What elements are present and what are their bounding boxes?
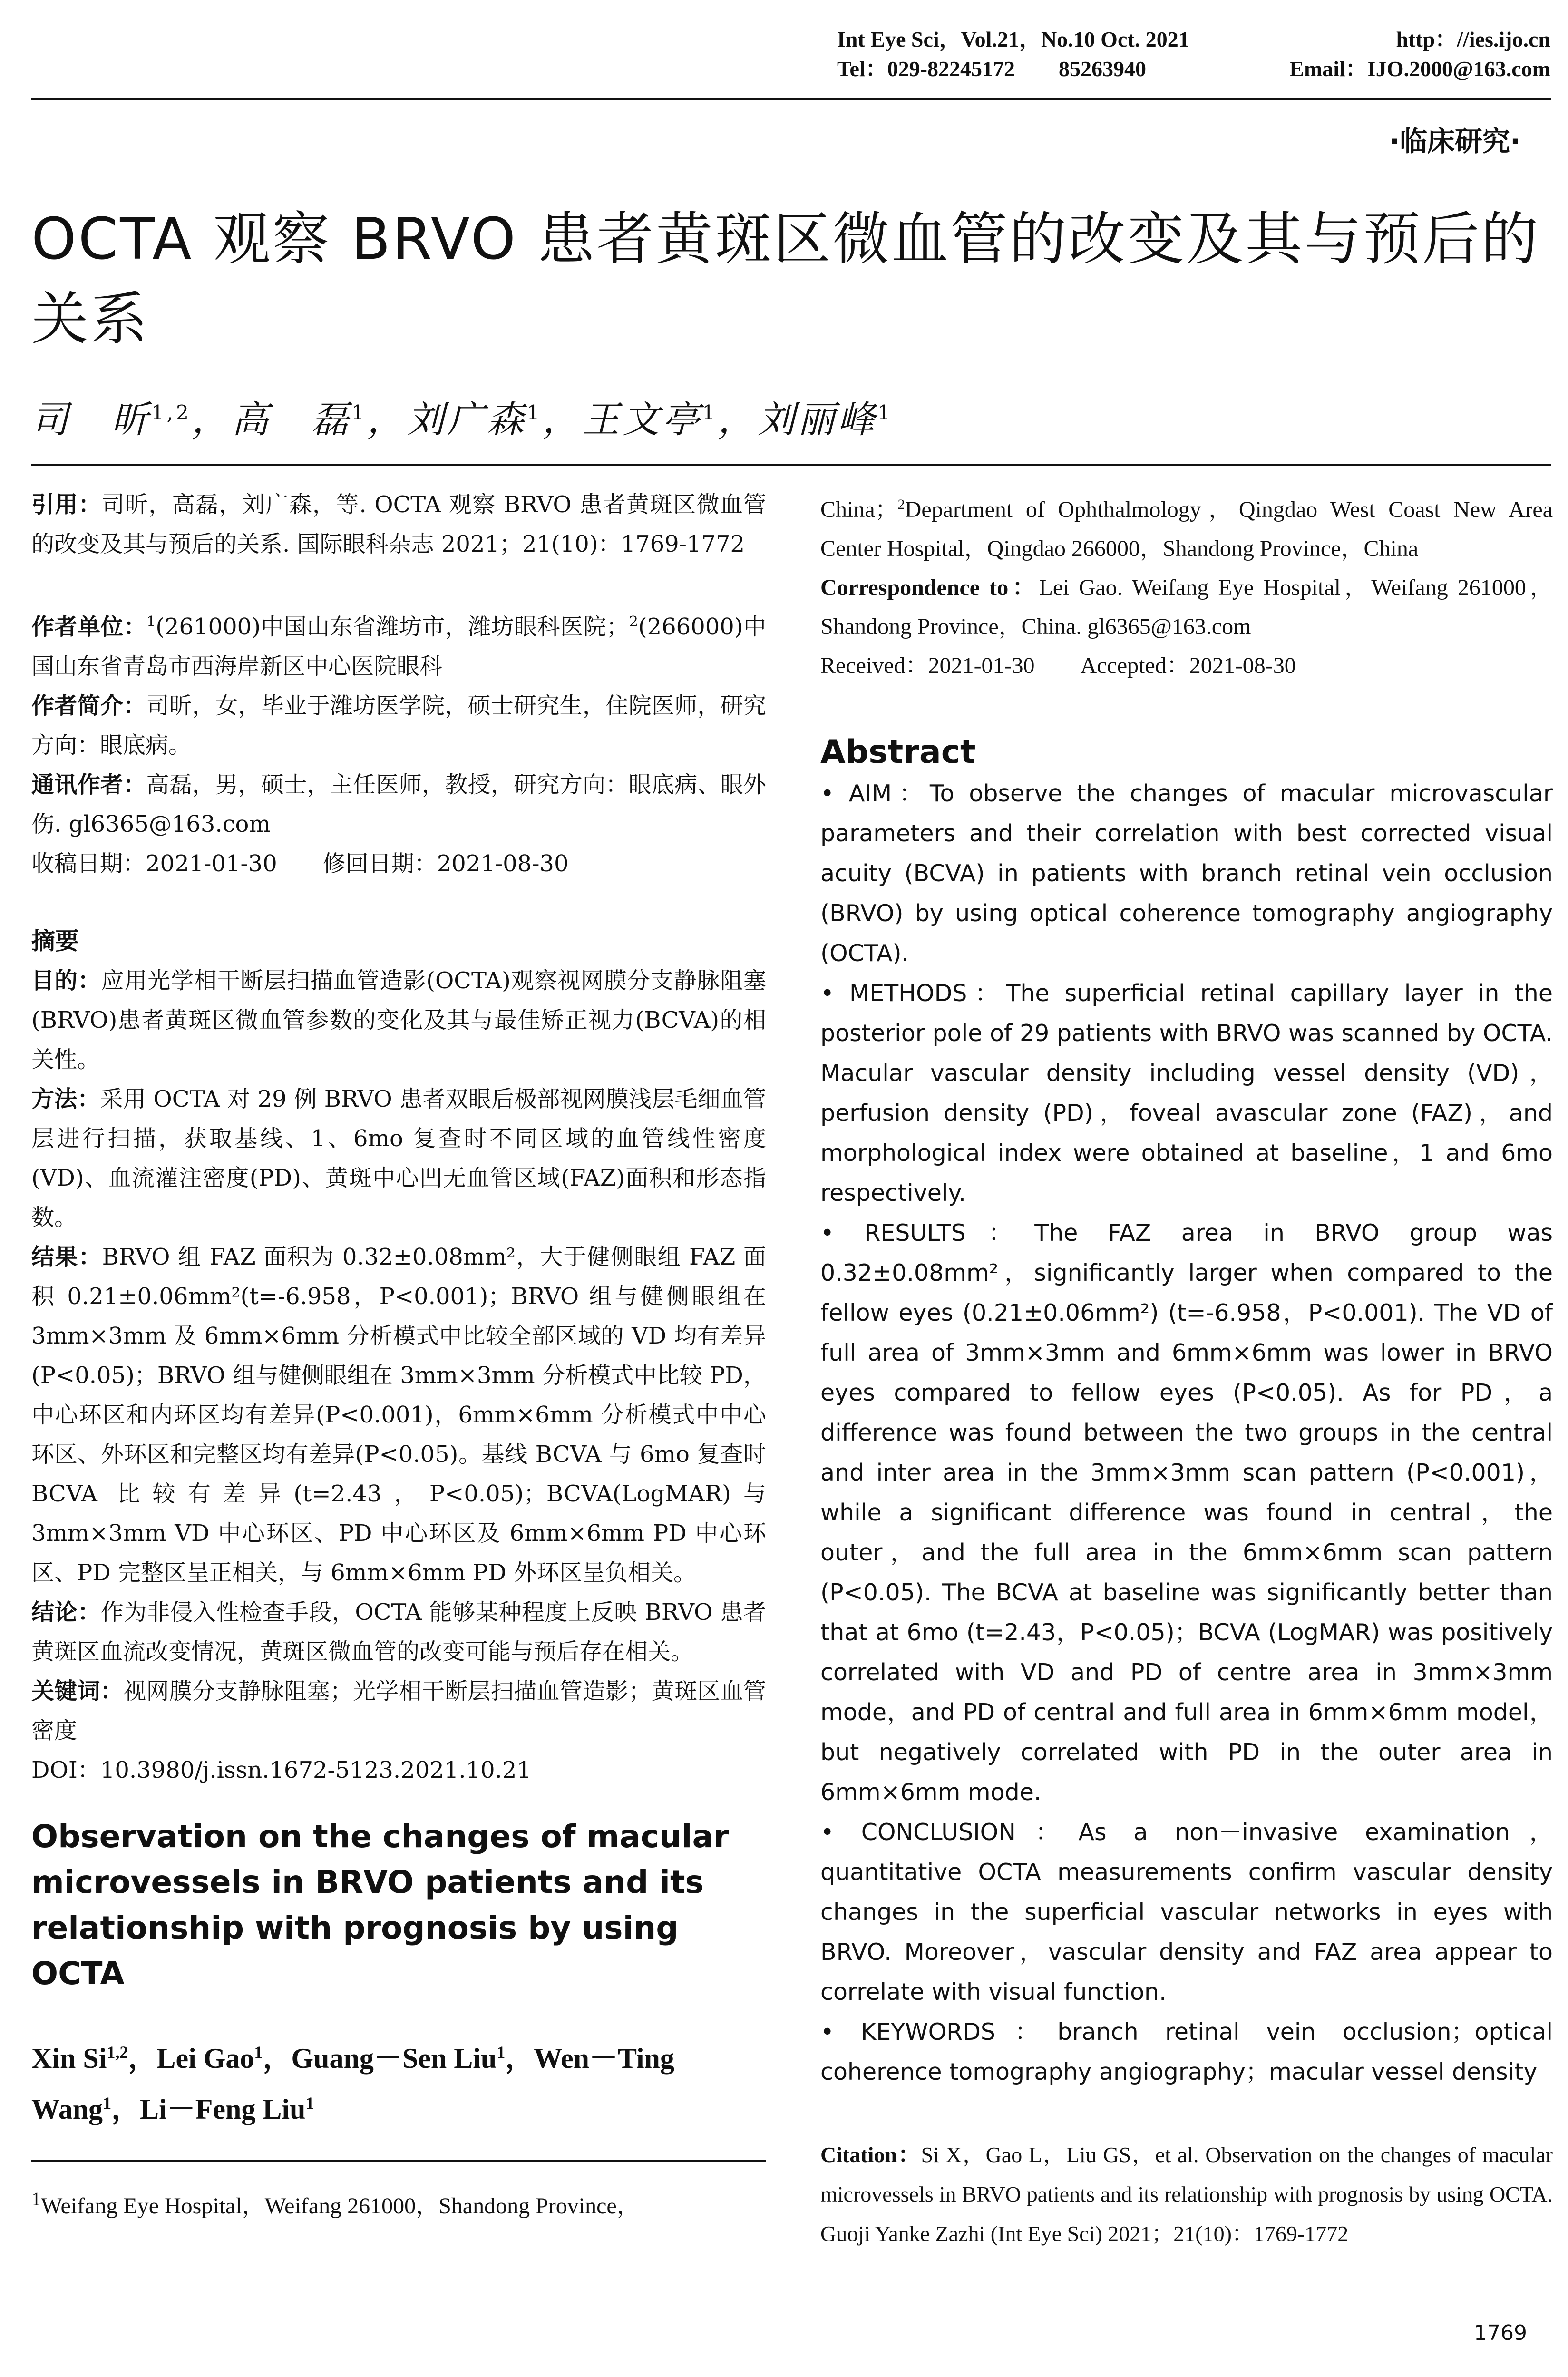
text: Si X，Gao L，Liu GS，et al. Observation on the changes of macular microvessels in BRVO patients and its relationship with prognosis by using OCTA. Guoji Yanke Zazhi (Int Eye Sci) 2021；21(10)：1769-1772 (820, 2143, 1553, 2246)
author-name: ，Li－Feng Liu (111, 2094, 306, 2125)
author-name: ，Guang－Sen Liu (263, 2043, 497, 2074)
methods-cn (31, 1080, 766, 1237)
label: 目的： (31, 967, 101, 994)
journal-url[interactable]: http：//ies.ijo.cn (1396, 27, 1550, 51)
text: 作为非侵入性检查手段，OCTA 能够某种程度上反映 BRVO 患者黄斑区血流改变情况，黄斑区微血管的改变可能与预后存在相关。 (31, 1599, 766, 1665)
author-name: ，高 磊 (191, 399, 351, 441)
text: 司昕，高磊，刘广森，等. OCTA 观察 BRVO 患者黄斑区微血管的改变及其与预后的关系. 国际眼科杂志 2021；21(10)：1769-1772 (31, 491, 766, 557)
conclusion-cn (31, 1593, 766, 1672)
author-affil: 1 (877, 401, 893, 424)
affil-mark: 2 (629, 614, 638, 630)
abstract-en (820, 774, 1553, 2092)
conclusion-en: • CONCLUSION：As a non－invasive examination，quantitative OCTA measurements confirm vascular density changes in the superficial vascular networks in eyes with BRVO. Moreover，vascular density and FAZ area appear to correlate with visual function. (820, 1819, 1553, 2006)
footnote-affiliation (31, 2181, 766, 2225)
text: China； (820, 497, 898, 522)
cn-metadata (31, 485, 766, 1790)
left-column (31, 485, 766, 2225)
author-name: ，刘丽峰 (718, 399, 878, 441)
label: 结论： (31, 1599, 101, 1626)
page-number: 1769 (1474, 2321, 1527, 2345)
label: 关键词： (31, 1678, 124, 1705)
affil-mark: 1 (146, 614, 156, 630)
correspondence-en (820, 568, 1553, 646)
spacer (31, 884, 766, 922)
author-affil: 1,2 (107, 2043, 128, 2062)
spacer (31, 564, 766, 602)
authors-en (31, 2030, 766, 2132)
author-name: 司 昕 (31, 399, 152, 441)
article-title: OCTA 观察 BRVO 患者黄斑区微血管的改变及其与预后的关系 (31, 206, 1540, 352)
abstract-heading-cn: 摘要 (31, 927, 79, 955)
results-cn (31, 1237, 766, 1593)
en-metadata (820, 485, 1553, 685)
author-name: ，Wen－Ting Wang (31, 2043, 674, 2125)
right-column (820, 485, 1553, 2253)
label: 作者单位： (31, 614, 147, 640)
author-affil: 1 (103, 2094, 112, 2113)
author-name: ，刘广森 (367, 399, 527, 441)
author-affil: 1 (497, 2043, 506, 2062)
label: 通讯作者： (31, 771, 146, 798)
text: 司昕，女，毕业于潍坊医学院，硕士研究生，住院医师，研究方向：眼底病。 (31, 692, 766, 759)
text: 采用 OCTA 对 29 例 BRVO 患者双眼后极部视网膜浅层毛细血管层进行扫描，获取基线、1、6mo 复查时不同区域的血管线性密度(VD)、血流灌注密度(PD)、黄斑中心凹无血管区域(FAZ)面积和形态指数。 (31, 1086, 766, 1231)
affil-mark: 2 (897, 497, 905, 512)
text: 高磊，男，硕士，主任医师，教授，研究方向：眼底病、眼外伤. gl6365@163.com (31, 771, 766, 838)
dates-cn: 收稿日期：2021-01-30 修回日期：2021-08-30 (31, 850, 569, 877)
label: 结果： (31, 1244, 102, 1270)
abstract-heading-en: Abstract (820, 733, 976, 771)
text: Lei Gao. Weifang Eye Hospital，Weifang 261000，Shandong Province，China. gl6365@163.com (820, 575, 1553, 639)
footnote-rule (31, 2160, 766, 2162)
author-name: Xin Si (31, 2043, 107, 2074)
content-rule (31, 464, 1551, 466)
text: 视网膜分支静脉阻塞；光学相干断层扫描血管造影；黄斑区血管密度 (31, 1678, 766, 1744)
header-rule (31, 98, 1551, 100)
results-en: • RESULTS：The FAZ area in BRVO group was 0.32±0.08mm²，significantly larger when compared to the fellow eyes (0.21±0.06mm²) (t=-6.958，P<0.001). The VD of full area of 3mm×3mm and 6mm×6mm was lower in BRVO eyes compared to fellow eyes (P<0.05). As for PD，a difference was found between the two groups in the central and inter area in the 3mm×3mm scan pattern (P<0.001)，while a significant difference was found in central，the outer，and the full area in the 6mm×6mm scan pattern (P<0.05). The BCVA at baseline was significantly better than that at 6mo (t=2.43，P<0.05)；BCVA (LogMAR) was positively correlated with VD and PD of centre area in 3mm×3mm mode，and PD of central and full area in 6mm×6mm model，but negatively correlated with PD in the outer area in 6mm×6mm mode. (820, 1219, 1553, 1806)
dates-en: Received：2021-01-30 Accepted：2021-08-30 (820, 653, 1296, 678)
citation-en (820, 2135, 1553, 2253)
affil-mark: 1 (31, 2188, 41, 2210)
journal-header (837, 25, 1550, 84)
journal-info: Int Eye Sci，Vol.21，No.10 Oct. 2021 (837, 27, 1189, 51)
label: Correspondence to： (820, 575, 1039, 600)
keywords-en: • KEYWORDS：branch retinal vein occlusion；optical coherence tomography angiography；macular vessel density (820, 2018, 1553, 2085)
label: 作者简介： (31, 692, 146, 719)
text: Department of Ophthalmology，Qingdao West Coast New Area Center Hospital，Qingdao 266000，Shandong Province，China (820, 497, 1553, 561)
text: BRVO 组 FAZ 面积为 0.32±0.08mm²，大于健侧眼组 FAZ 面积 0.21±0.06mm²(t=-6.958，P<0.001)；BRVO 组与健侧眼组在 3mm×3mm 及 6mm×6mm 分析模式中比较全部区域的 VD 均有差异(P<0.05)；BRVO 组与健侧眼组在 3mm×3mm 分析模式中比较 PD，中心环区和内环区均有差异(P<0.001)，6mm×6mm 分析模式中中心环区、外环区和完整区均有差异(P<0.05)。基线 BCVA 与 6mo 复查时 BCVA 比较有差异(t=2.43，P<0.05)；BCVA(LogMAR)与 3mm×3mm VD 中心环区、PD 中心环区及 6mm×6mm PD 中心环区、PD 完整区呈正相关，与 6mm×6mm PD 外环区呈负相关。 (31, 1244, 766, 1586)
aim-en: • AIM：To observe the changes of macular microvascular parameters and their correlation with best corrected visual acuity (BCVA) in patients with branch retinal vein occlusion (BRVO) by using optical coherence tomography angiography (OCTA). (820, 780, 1553, 967)
keywords-cn (31, 1672, 766, 1751)
text: Weifang Eye Hospital，Weifang 261000，Shandong Province， (41, 2193, 640, 2219)
author-affil: 1,2 (151, 401, 192, 424)
label: 方法： (31, 1086, 100, 1112)
label: Citation： (820, 2143, 921, 2167)
author-name: ，王文亭 (542, 399, 702, 441)
section-tag: ·临床研究· (1389, 125, 1520, 157)
aim-cn (31, 961, 766, 1080)
corresponding-author (31, 765, 766, 844)
journal-tel: Tel：029-82245172 85263940 (837, 57, 1146, 81)
author-affil: 1 (254, 2043, 263, 2062)
text: (266000)中国山东省青岛市西海岸新区中心医院眼科 (31, 614, 766, 680)
author-name: ，Lei Gao (128, 2043, 254, 2074)
citation-cn (31, 485, 766, 564)
english-title: Observation on the changes of macular microvessels in BRVO patients and its relationship with prognosis by using OCTA (31, 1818, 729, 1992)
affiliation-en (820, 485, 1553, 568)
doi[interactable]: DOI：10.3980/j.issn.1672-5123.2021.10.21 (31, 1757, 532, 1783)
methods-en: • METHODS：The superficial retinal capillary layer in the posterior pole of 29 patients with BRVO was scanned by OCTA. Macular vascular density including vessel density (VD)，perfusion density (PD)，foveal avascular zone (FAZ)，and morphological index were obtained at baseline，1 and 6mo respectively. (820, 980, 1553, 1207)
author-affil: 1 (702, 401, 718, 424)
journal-email[interactable]: Email：IJO.2000@163.com (1289, 57, 1550, 81)
author-affil: 1 (526, 401, 543, 424)
affiliation-cn (31, 602, 766, 686)
author-affil: 1 (305, 2094, 314, 2113)
label: 引用： (31, 491, 102, 518)
author-bio (31, 686, 766, 765)
author-affil: 1 (351, 401, 367, 424)
text: 应用光学相干断层扫描血管造影(OCTA)观察视网膜分支静脉阻塞(BRVO)患者黄斑区微血管参数的变化及其与最佳矫正视力(BCVA)的相关性。 (31, 967, 766, 1073)
text: (261000)中国山东省潍坊市，潍坊眼科医院； (156, 614, 629, 640)
authors-cn (31, 390, 893, 443)
